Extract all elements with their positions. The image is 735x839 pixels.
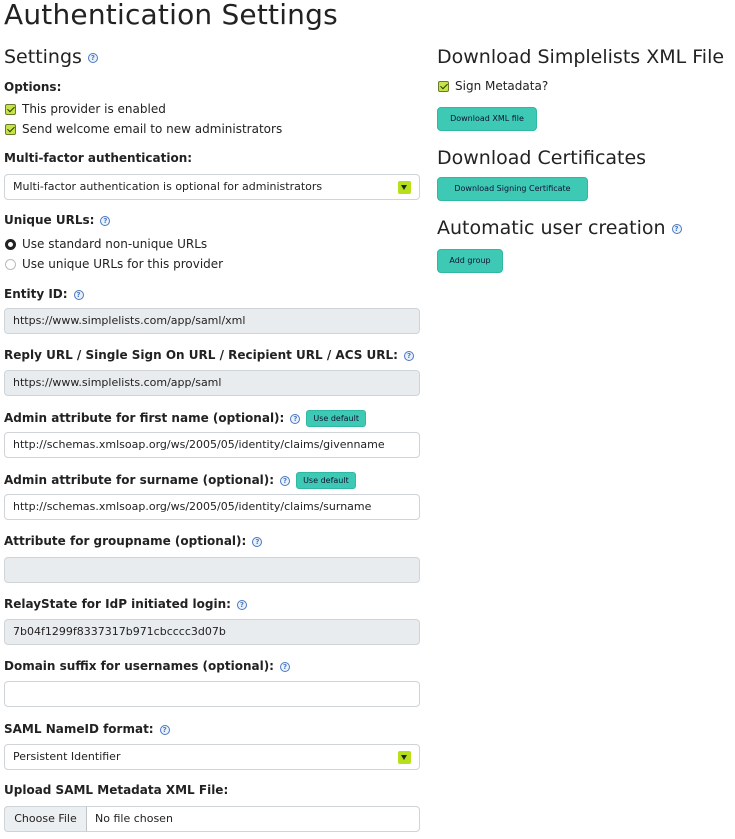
download-xml-heading: Download Simplelists XML File <box>437 46 725 68</box>
sign-metadata-label: Sign Metadata? <box>455 79 549 93</box>
sign-metadata-checkbox[interactable] <box>438 81 449 92</box>
use-default-first-name-button[interactable]: Use default <box>306 410 366 427</box>
add-group-button[interactable]: Add group <box>437 249 503 273</box>
nameid-format-label-text: SAML NameID format: <box>4 722 154 736</box>
help-icon[interactable]: ? <box>252 537 262 547</box>
help-icon[interactable]: ? <box>88 53 98 63</box>
use-default-surname-button[interactable]: Use default <box>296 472 356 489</box>
chevron-down-icon <box>398 181 411 194</box>
auto-user-creation-heading-text: Automatic user creation <box>437 217 666 239</box>
unique-urls-option-label: Use unique URLs for this provider <box>22 257 224 271</box>
options-label: Options: <box>4 80 62 94</box>
first-name-attr-label <box>4 410 366 427</box>
mfa-select-value: Multi-factor authentication is optional for administrators <box>13 180 323 193</box>
help-icon[interactable]: ? <box>404 351 414 361</box>
help-icon[interactable]: ? <box>237 600 247 610</box>
download-signing-certificate-button[interactable]: Download Signing Certificate <box>437 177 588 201</box>
help-icon[interactable]: ? <box>672 224 682 234</box>
unique-urls-label-text: Unique URLs: <box>4 213 95 227</box>
standard-urls-label: Use standard non-unique URLs <box>22 237 208 251</box>
domain-suffix-input[interactable] <box>4 681 420 707</box>
help-icon[interactable]: ? <box>74 290 84 300</box>
relaystate-label-text: RelayState for IdP initiated login: <box>4 597 231 611</box>
provider-enabled-label: This provider is enabled <box>22 102 166 116</box>
unique-urls-radio[interactable] <box>5 259 16 270</box>
unique-urls-label <box>4 213 110 227</box>
nameid-format-select[interactable] <box>4 744 420 770</box>
page-title: Authentication Settings <box>4 0 338 31</box>
reply-url-label <box>4 348 414 362</box>
relaystate-field[interactable]: 7b04f1299f8337317b971cbcccc3d07b <box>4 619 420 645</box>
chevron-down-icon <box>398 751 411 764</box>
welcome-email-label: Send welcome email to new administrators <box>22 122 283 136</box>
no-file-chosen-text: No file chosen <box>95 812 173 825</box>
download-xml-button[interactable]: Download XML file <box>437 107 537 131</box>
nameid-format-value: Persistent Identifier <box>13 750 121 763</box>
provider-enabled-checkbox[interactable] <box>5 104 16 115</box>
help-icon[interactable]: ? <box>160 725 170 735</box>
entity-id-label-text: Entity ID: <box>4 287 68 301</box>
entity-id-label <box>4 287 84 301</box>
auto-user-creation-heading <box>437 217 682 239</box>
help-icon[interactable]: ? <box>280 662 290 672</box>
groupname-attr-label-text: Attribute for groupname (optional): <box>4 534 247 548</box>
nameid-format-label <box>4 722 170 736</box>
surname-attr-input[interactable]: http://schemas.xmlsoap.org/ws/2005/05/identity/claims/surname <box>4 494 420 520</box>
reply-url-field[interactable]: https://www.simplelists.com/app/saml <box>4 370 420 396</box>
first-name-attr-input[interactable]: http://schemas.xmlsoap.org/ws/2005/05/identity/claims/givenname <box>4 432 420 458</box>
mfa-label: Multi-factor authentication: <box>4 151 193 165</box>
domain-suffix-label <box>4 659 290 673</box>
first-name-attr-label-text: Admin attribute for first name (optional): <box>4 411 285 425</box>
help-icon[interactable]: ? <box>280 476 290 486</box>
reply-url-label-text: Reply URL / Single Sign On URL / Recipient URL / ACS URL: <box>4 348 398 362</box>
download-certs-heading: Download Certificates <box>437 147 647 169</box>
choose-file-button[interactable]: Choose File <box>4 806 87 832</box>
domain-suffix-label-text: Domain suffix for usernames (optional): <box>4 659 274 673</box>
mfa-select[interactable] <box>4 174 420 200</box>
welcome-email-checkbox[interactable] <box>5 124 16 135</box>
entity-id-field[interactable]: https://www.simplelists.com/app/saml/xml <box>4 308 420 334</box>
standard-urls-radio[interactable] <box>5 239 16 250</box>
surname-attr-label <box>4 472 356 489</box>
groupname-attr-field[interactable] <box>4 557 420 583</box>
help-icon[interactable]: ? <box>100 216 110 226</box>
groupname-attr-label <box>4 534 262 548</box>
relaystate-label <box>4 597 247 611</box>
help-icon[interactable]: ? <box>290 414 300 424</box>
surname-attr-label-text: Admin attribute for surname (optional): <box>4 473 275 487</box>
upload-metadata-label: Upload SAML Metadata XML File: <box>4 783 229 797</box>
settings-heading-text: Settings <box>4 46 82 68</box>
settings-heading <box>4 46 98 68</box>
